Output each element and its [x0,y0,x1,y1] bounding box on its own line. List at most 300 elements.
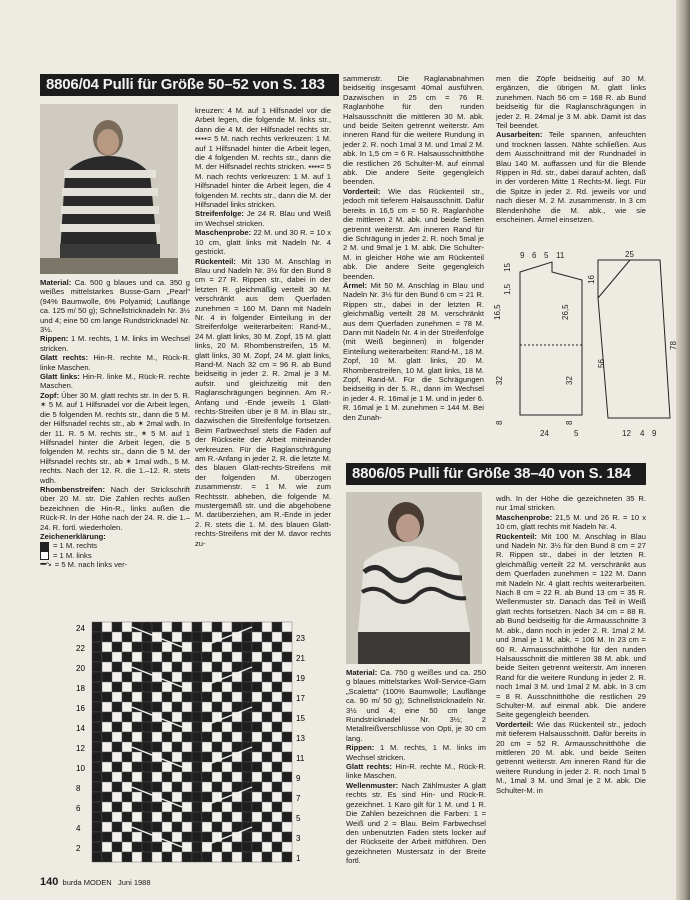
chart-cell [112,792,122,802]
chart-cell [112,852,122,862]
chart-cell [262,712,272,722]
chart-row-label-left: 12 [76,744,85,753]
dim-25: 25 [625,250,634,259]
chart-cell [282,702,292,712]
chart-cell [272,772,282,782]
chart-cell [142,782,152,792]
chart-cell [252,812,262,822]
chart-cell [252,792,262,802]
chart-cell [142,682,152,692]
chart-row-label-left: 16 [76,704,85,713]
chart-cell [112,732,122,742]
chart-cell [112,802,122,812]
chart-cell [222,692,232,702]
chart-cell [92,632,102,642]
chart-cell [192,802,202,812]
chart-cell [222,842,232,852]
dim-8-left: 8 [495,420,504,425]
chart-cell [202,692,212,702]
chart-cell [102,652,112,662]
chart-cell [92,822,102,832]
chart-cell [112,832,122,842]
chart-grid [92,622,292,862]
chart-cell [202,822,212,832]
chart-cell [92,742,102,752]
chart-cell [92,812,102,822]
chart-cell [262,722,272,732]
chart-row-label-right: 17 [296,694,305,703]
dim-9-sleeve: 9 [652,429,657,438]
chart-cell [192,732,202,742]
chart-cell [92,662,102,672]
chart-cell [202,652,212,662]
chart-cell [142,742,152,752]
dim-11: 11 [556,251,565,260]
purl-symbol-icon [40,551,49,560]
chart-cell [162,662,172,672]
chart-cell [242,632,252,642]
chart-cell [172,702,182,712]
chart-row-label-right: 7 [296,794,301,803]
chart-cell [182,672,192,682]
chart-cell [232,782,242,792]
chart-cell [282,682,292,692]
chart-cell [222,702,232,712]
chart-cell [152,782,162,792]
chart-cell [192,662,202,672]
chart-cell [142,662,152,672]
chart-cell [222,782,232,792]
chart-cell [102,772,112,782]
column-e-instructions [496,494,646,795]
chart-cell [152,802,162,812]
chart-cell [142,802,152,812]
chart-cell [282,782,292,792]
chart-cell [232,652,242,662]
chart-cell [192,812,202,822]
chart-cell [222,682,232,692]
chart-cell [232,762,242,772]
chart-cell [232,842,242,852]
chart-cell [272,792,282,802]
chart-cell [262,832,272,842]
chart-cell [182,642,192,652]
chart-cell [92,732,102,742]
chart-cell [92,702,102,712]
chart-cell [102,642,112,652]
material-paragraph: Material: Ca. 500 g blaues und ca. 350 g weißes mittelstarkes Busse-Garn „Pearl" (94% Baumwolle, 6% Polyamid; Lauflänge ca. 125 m/ 50 g); Schnellstricknadeln Nr. 3½ und 4; eine 50 cm lange Rundstricknadel Nr. 3½. [40,278,190,335]
chart-cell [252,782,262,792]
chart-cell [192,622,202,632]
chart-cell [162,722,172,732]
chart-cell [152,822,162,832]
maschenprobe-2-paragraph: Maschenprobe: 21,5 M. und 26 R. = 10 x 10 cm, glatt rechts mit Nadeln Nr. 4. [496,512,646,532]
chart-cell [222,652,232,662]
chart-cell [262,692,272,702]
chart-cell [152,762,162,772]
chart-cell [202,702,212,712]
chart-cell [122,732,132,742]
chart-cell [282,772,292,782]
chart-cell [262,652,272,662]
chart-cell [122,812,132,822]
chart-cell [102,752,112,762]
chart-cell [272,852,282,862]
chart-cell [112,822,122,832]
chart-cell [232,742,242,752]
column-c-instructions [343,74,484,422]
chart-row-label-right: 5 [296,814,301,823]
chart-cell [152,732,162,742]
chart-cell [242,842,252,852]
chart-cell [162,732,172,742]
chart-cell [192,842,202,852]
chart-cell [252,712,262,722]
chart-row-label-right: 11 [296,754,305,763]
chart-cell [202,662,212,672]
chart-cell [162,802,172,812]
chart-cell [112,692,122,702]
chart-cell [122,632,132,642]
chart-cell [262,632,272,642]
chart-cell [262,662,272,672]
chart-cell [282,742,292,752]
chart-cell [192,642,202,652]
chart-cell [182,702,192,712]
chart-cell [92,852,102,862]
chart-cell [92,692,102,702]
dim-26-5: 26,5 [561,304,570,320]
chart-cell [282,752,292,762]
legend-purl: = 1 M. links [40,551,190,560]
pattern-title-8806-04: 8806/04 Pulli für Größe 50–52 von S. 183 [40,74,339,96]
chart-cell [242,802,252,812]
chart-cell [112,642,122,652]
chart-cell [252,692,262,702]
chart-cell [122,682,132,692]
glatt-links-paragraph: Glatt links: Hin-R. linke M., Rück-R. rechte Maschen. [40,372,190,391]
chart-cell [272,802,282,812]
chart-cell [162,682,172,692]
chart-cell [142,692,152,702]
chart-cell [102,622,112,632]
chart-cell [162,852,172,862]
chart-cell [152,642,162,652]
dim-32-left: 32 [495,376,504,385]
chart-cell [202,732,212,742]
chart-cell [132,762,142,772]
chart-cell [242,752,252,762]
chart-cell [232,802,242,812]
rhombenstreifen-paragraph: Rhombenstreifen: Nach der Strickschrift über 20 M. str. Die Zahlen rechts außen bezeichnen die Hin-R., links außen die Rück-R. In der Höhe nach der 24. R. die 1.–24. R. fortl. wiederholen. [40,484,190,532]
chart-cell [192,752,202,762]
chart-cell [272,812,282,822]
knitting-chart [74,620,324,872]
chart-cell [202,772,212,782]
chart-cell [162,842,172,852]
chart-cell [182,802,192,812]
chart-cell [92,722,102,732]
chart-cell [192,702,202,712]
chart-cell [272,712,282,722]
rueckenteil-2-paragraph: Rückenteil: Mit 100 M. Anschlag in Blau und Nadeln Nr. 3½ für den Bund 8 cm = 27 R. Rippen str., dabei in der letzten R. gleichmäßig verteilt 22 M. verschränkt aus dem Querfaden zunehmen = 122 M. Dann mit Nadeln Nr. 4 glatt rechts weiterarbeiten. Nach 8 cm = 22 R. ab Bund 13 cm = 35 R. Wellenmuster str. Danach das Teil in Weiß glatt rechts fortsetzen. Nach 34 cm = 88 R. ab Bund beidseitig für die Armausschnitte 3 M. abk., dann noch in jeder 2. R. 1mal 2 M. und 3mal je 1 M. abk. = 106 M. In 23 cm = 60 R. Armausschnitthöhe für den runden Halsausschnitt die mittleren 38 M. abk. und beide Seiten getrennt weiterstr. Am inneren Rand für die weitere Rundung in jeder 2. R. noch 1mal 3 M. und 1mal 2 M. abk. In 3 cm = 8 R. Ausschnitthöhe die restlichen 29 Schulter-M. auf einmal abk. Die andere Seite gegengleich beenden. [496,531,646,720]
glatt-rechts-paragraph: Glatt rechts: Hin-R. rechte M., Rück-R. linke Maschen. [40,353,191,372]
chart-cell [282,722,292,732]
chart-cell [252,822,262,832]
chart-cell [242,722,252,732]
dim-15: 15 [503,263,512,272]
chart-cell [232,732,242,742]
chart-cell [282,672,292,682]
chart-cell [112,672,122,682]
chart-cell [102,712,112,722]
chart-cell [282,732,292,742]
chart-cell [102,802,112,812]
chart-cell [252,652,262,662]
chart-cell [142,652,152,662]
column-f-instructions [346,668,486,866]
chart-row-label-left: 6 [76,804,81,813]
chart-row-label-left: 2 [76,844,81,853]
column-d-instructions [496,74,646,225]
chart-cell [112,632,122,642]
chart-cell [282,762,292,772]
chart-cell [232,622,242,632]
dim-5-bottom: 5 [574,429,579,438]
maschenprobe-paragraph: Maschenprobe: 22 M. und 30 R. = 10 x 10 cm, glatt links mit Nadeln Nr. 4 gestrickt. [195,228,331,257]
chart-row-label-right: 21 [296,654,305,663]
chart-cell [242,832,252,842]
chart-cell [162,782,172,792]
chart-cell [92,782,102,792]
chart-cell [252,742,262,752]
chart-cell [122,832,132,842]
chart-cell [132,752,142,762]
chart-cell [132,692,142,702]
chart-cell [162,642,172,652]
chart-cell [262,822,272,832]
chart-cell [102,792,112,802]
chart-cell [152,622,162,632]
chart-cell [202,832,212,842]
chart-cell [252,732,262,742]
chart-cell [282,662,292,672]
chart-cell [212,842,222,852]
chart-cell [242,682,252,692]
chart-cell [122,722,132,732]
chart-cell [172,622,182,632]
chart-cell [122,822,132,832]
chart-cell [222,802,232,812]
chart-cell [182,692,192,702]
rippen-2-paragraph: Rippen: 1 M. rechts, 1 M. links im Wechsel stricken. [346,743,486,762]
chart-cell [102,682,112,692]
dim-16: 16 [587,275,596,284]
chart-cell [252,702,262,712]
chart-cell [212,682,222,692]
chart-cell [102,852,112,862]
chart-cell [272,742,282,752]
chart-cell [252,752,262,762]
chart-cell [132,802,142,812]
chart-cell [162,772,172,782]
chart-cell [202,852,212,862]
chart-cell [212,822,222,832]
chart-cell [192,712,202,722]
chart-cell [142,642,152,652]
chart-cell [262,672,272,682]
chart-cell [182,762,192,772]
chart-cell [172,812,182,822]
streifenfolge-paragraph: Streifenfolge: Je 24 R. Blau und Weiß im Wechsel stricken. [195,209,331,228]
chart-cell [192,632,202,642]
chart-cell [272,842,282,852]
chart-cell [262,842,272,852]
chart-cell [202,632,212,642]
chart-cell [172,832,182,842]
chart-cell [232,682,242,692]
chart-cell [92,842,102,852]
chart-cell [162,692,172,702]
sweater-photo-wave [346,492,482,664]
chart-cell [232,812,242,822]
chart-cell [152,702,162,712]
chart-cell [112,682,122,692]
chart-cell [262,702,272,712]
chart-cell [282,822,292,832]
chart-cell [242,732,252,742]
chart-cell [182,772,192,782]
sweater-photo-striped [40,104,178,274]
chart-cell [182,652,192,662]
chart-cell [212,662,222,672]
chart-cell [172,672,182,682]
chart-cell [142,852,152,862]
chart-cell [282,642,292,652]
chart-cell [252,682,262,692]
zopf-paragraph: Zopf: Über 30 M. glatt rechts str. In der 5. R. ✶ 5 M. auf 1 Hilfsnadel vor die Arbeit legen, die 5 folgenden M. rechts str., dann die 5 M. der Hilfsnadel rechts str., ab ✶ 2mal wdh. In der 11. R. 5 M. rechts str., ✶ 5 M. auf 1 Hilfsnadel hinter die Arbeit legen, die 5 folgenden M. rechts str., dann die 5 M. der Hilfsnadel rechts str., ab ✶ 1mal wdh., 5 M. rechts. Nach der 12. R. die 1.–12. R. stets wdh. [40,390,190,485]
vorderteil-paragraph: Vorderteil: Wie das Rückenteil str., jedoch mit tieferem Halsausschnitt. Dafür bereits in 16,5 cm = 50 R. Raglanhöhe die mittleren 2 M. abk. und beide Seiten getrennt weiterstr. Am inneren Rand für die Schrägung in jeder 2. R. noch 5mal je 2 M. und 9mal je 1 M. abk. Die Schulter-M. in gleicher Höhe wie am Rückenteil abk. Die andere Seite gegengleich beenden. [343,186,484,281]
chart-cell [242,642,252,652]
chart-cell [192,852,202,862]
chart-cell [182,622,192,632]
chart-cell [212,802,222,812]
chart-cell [232,662,242,672]
chart-cell [102,782,112,792]
chart-cell [112,762,122,772]
chart-cell [202,742,212,752]
chart-cell [122,842,132,852]
chart-cell [122,742,132,752]
dim-16-5: 16,5 [493,304,502,320]
chart-cell [262,782,272,792]
chart-cell [222,722,232,732]
chart-cell [272,762,282,772]
chart-cell [202,792,212,802]
chart-cell [102,812,112,822]
chart-cell [282,832,292,842]
chart-cell [102,662,112,672]
chart-cell [122,772,132,782]
ausarbeiten-paragraph: Ausarbeiten: Teile spannen, anfeuchten und trocknen lassen. Nähte schließen. Aus dem Ausschnittrand mit der Rundnadel in Blau 140 M. auffassen und für die Blende Rippen in Rd. str., dabei darauf achten, daß in der vorderen Mitte 1 Rechts-M. liegt. Für die Spitze in jeder 2. Rd. jeweils vor und nach dieser M. 2 M. zusammenstr. In 3 cm Blendenhöhe die M. abk., wie sie erscheinen. Ärmel einsetzen. [496,130,646,225]
chart-cell [282,712,292,722]
chart-cell [92,652,102,662]
wellenmuster-paragraph: Wellenmuster: Nach Zählmuster A glatt rechts str. Es sind Hin- und Rück-R. gezeichnet. 1 Karo gilt für 1 M. und 1 R. Die Zahlen bezeichnen die Farben: 1 = Weiß und 2 = Blau. Beim Farbwechsel den unbenutzten Faden stets locker auf der Rückseite der Arbeit mitführen. Den gezeichneten Mustersatz in der Breite fortl. [346,780,486,866]
pattern-title-8806-05: 8806/05 Pulli für Größe 38–40 von S. 184 [346,463,646,485]
chart-cell [282,842,292,852]
chart-cell [192,742,202,752]
chart-cell [252,722,262,732]
chart-cell [272,722,282,732]
chart-cell [242,762,252,772]
chart-cell [272,682,282,692]
chart-cell [182,812,192,822]
chart-cell [132,792,142,802]
chart-cell [152,742,162,752]
chart-cell [102,822,112,832]
chart-cell [222,642,232,652]
chart-cell [272,832,282,842]
chart-cell [212,762,222,772]
chart-cell [132,812,142,822]
chart-cell [192,832,202,842]
chart-cell [192,682,202,692]
chart-cell [192,782,202,792]
chart-cell [262,852,272,862]
chart-cell [272,642,282,652]
chart-cell [272,652,282,662]
chart-cell [192,722,202,732]
chart-cell [252,662,262,672]
chart-cell [92,802,102,812]
chart-cell [122,852,132,862]
chart-cell [102,742,112,752]
chart-cell [132,652,142,662]
aermel-continued-paragraph: men die Zöpfe beidseitig auf 30 M. ergänzen, die übrigen M. glatt links zunehmen. Nach 56 cm = 168 R. ab Bund beidseitig für die Raglanschrägungen in jeder 2. R. 24mal je 3 M. abk. Damit ist das Teil beendet. [496,74,646,131]
chart-cell [152,812,162,822]
chart-cell [212,782,222,792]
chart-cell [112,722,122,732]
chart-cell [272,822,282,832]
chart-cell [112,712,122,722]
chart-cell [232,772,242,782]
rueckenteil-paragraph: Rückenteil: Mit 130 M. Anschlag in Blau und Nadeln Nr. 3½ für den Bund 8 cm = 27 R. Rippen str., dabei in der letzten R. gleichmäßig verteilt 30 M. verschränkt aus dem Querfaden zunehmen = 160 M. Dann mit Nadeln Nr. 4 in folgender Einteilung in der Streifenfolge weiterarbeiten: Rand-M., 24 M. glatt links, 30 M. Zopf, 15 M. glatt links, 20 M. Rhombenstreifen, 15 M. glatt links, 30 M. Zopf, 24 M. glatt links, Rand-M. Nach 32 cm = 96 R. ab Bund beidseitig in jeder 2. R. 2mal je 3 M. aufstr. und gleichzeitig mit den Raglanschrägungen beginnen. Am R.-Anfang und -Ende jeweils 1 Glatt-rechts-Streifen über je 8 M. in Blau str., dazwischen die Streifenfolge fortsetzen. Beim Farbwechsel stets die Fäden auf der Rückseite der Arbeit miteinander verkreuzen. Für die Raglanschrägung am R.-Anfang in jeder 2. R. die letzte M. des blauen Glatt-rechts-Streifens mit der folgenden M. überzogen zusammenstr. = 1 M. wie zum Rechtsstr. abheben, die folgende M. mustergemäß str. und die abgehobene M. darüberziehen, am R.-Ende in jeder 2. R. stets die 1. M. des blauen Glatt-rechts-Streifens mit der M. davor rechts zu- [195,256,331,548]
column-a-instructions [40,278,190,570]
chart-cell [262,792,272,802]
chart-cell [222,772,232,782]
chart-cell [122,652,132,662]
dim-56: 56 [597,359,606,368]
vorderteil-2-paragraph: Vorderteil: Wie das Rückenteil str., jedoch mit tieferem Halsausschnitt. Dafür bereits in 20 cm = 52 R. Armausschnitthöhe die mittleren 20 M. abk. und beide Seiten getrennt weiterstr. Am inneren Rand für die weitere Rundung in jeder 2. R. noch 1mal 5 M., 1mal 3 M. und 3mal je 2 M. abk. Die Schulter-M. in [496,719,646,795]
chart-cell [142,842,152,852]
chart-cell [182,662,192,672]
chart-cell [282,802,292,812]
chart-row-label-left: 18 [76,684,85,693]
chart-cell [92,762,102,772]
chart-cell [92,792,102,802]
aermel-paragraph: Ärmel: Mit 50 M. Anschlag in Blau und Nadeln Nr. 3½ für den Bund 6 cm = 21 R. Rippen str., dabei in der letzten R. gleichmäßig verteilt 28 M. verschränkt aus dem Querfaden zunehmen = 78 M. Dann mit Nadeln Nr. 4 in der Streifenfolge (mit Weiß beginnen) in folgender Einteilung weiterarbeiten: Rand-M., 18 M. Zopf, 10 M. glatt links, 20 M. Rhombenstreifen, 10 M. glatt links, 18 M. Zopf, Rand-M. Für die Schrägungen beidseitig in der 5. R., dann im Wechsel in jeder 4. R. 16mal je 1 M. und in jeder 6. R. 16mal je 1 M. zunehmen = 144 M. Bei den Zunah- [343,280,484,422]
chart-cell [152,722,162,732]
chart-cell [232,722,242,732]
chart-cell [142,732,152,742]
chart-cell [232,642,242,652]
chart-cell [132,642,142,652]
rippen-paragraph: Rippen: 1 M. rechts, 1 M. links im Wechsel stricken. [40,334,190,353]
chart-row-label-left: 4 [76,824,81,833]
chart-cell [112,772,122,782]
chart-cell [202,622,212,632]
chart-cell [162,742,172,752]
